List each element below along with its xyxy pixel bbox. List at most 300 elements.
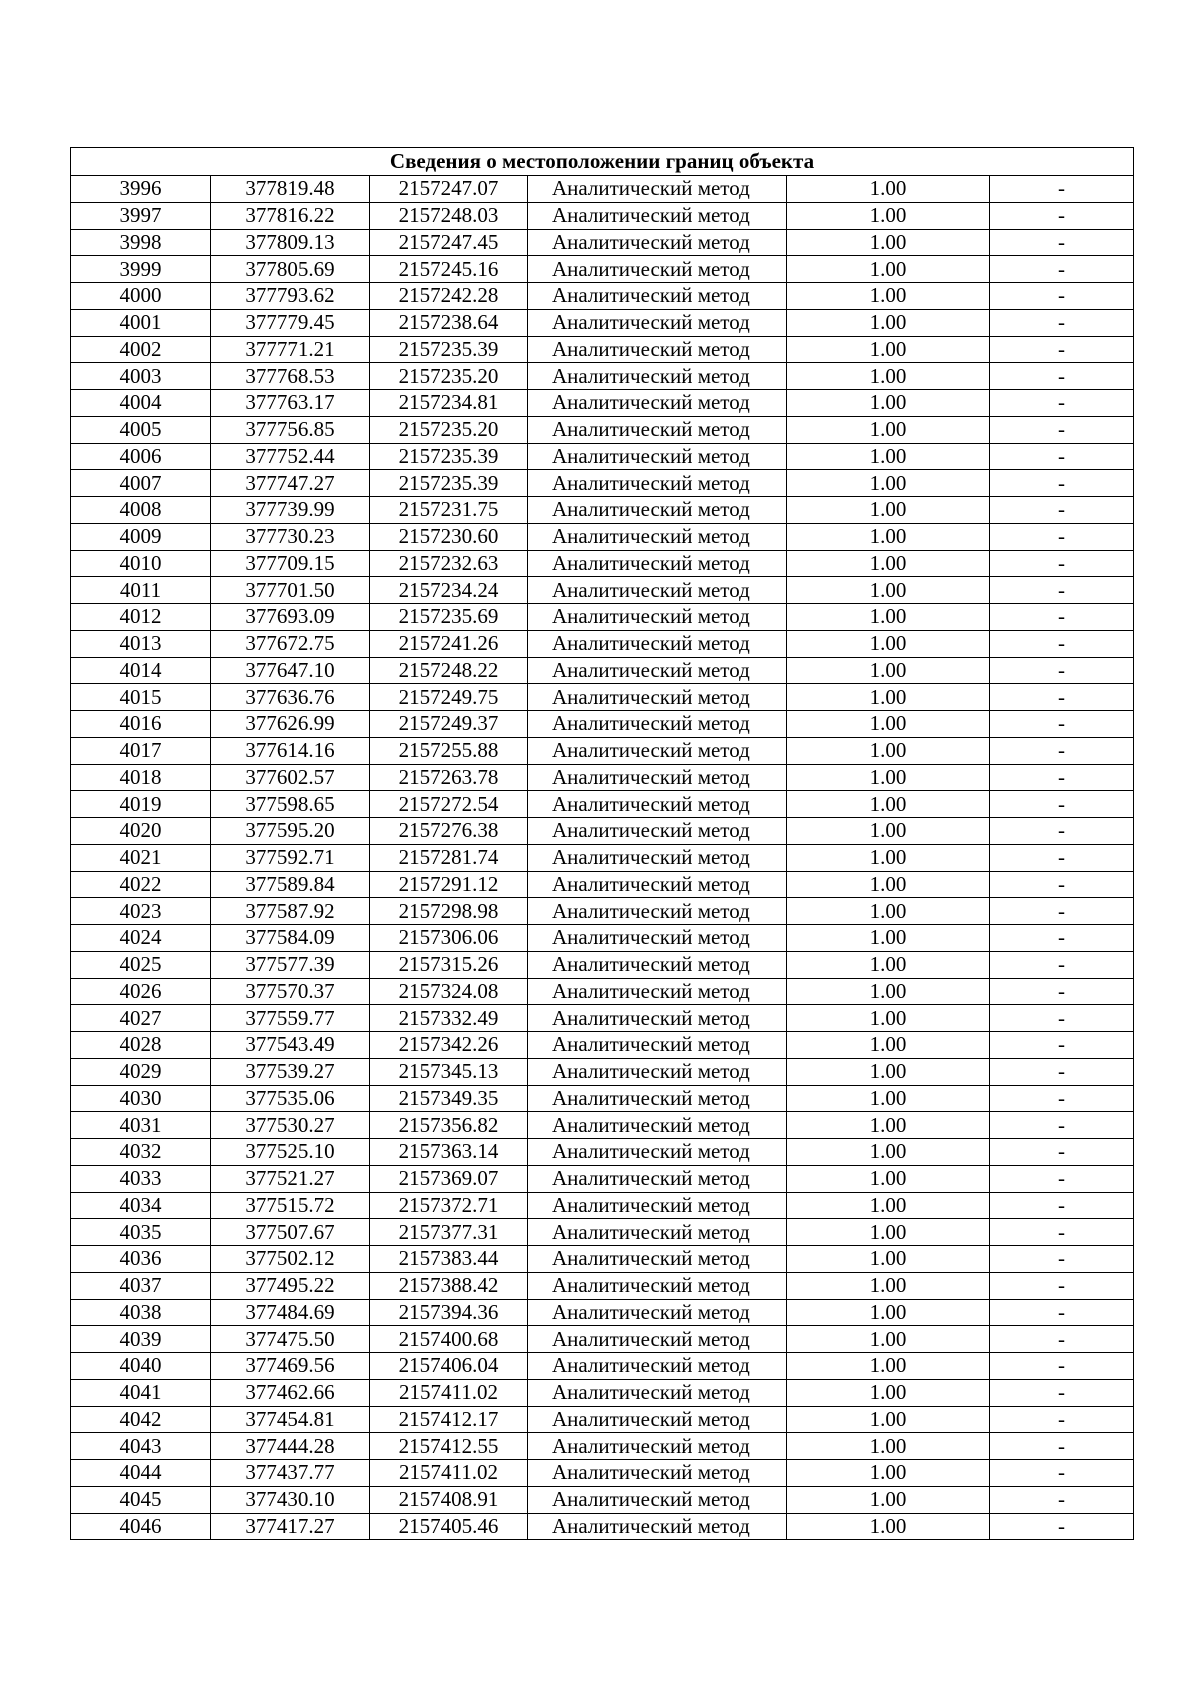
x-coordinate-cell: 377437.77 (211, 1460, 370, 1487)
point-number-cell: 3996 (71, 176, 211, 203)
point-number-cell: 4042 (71, 1406, 211, 1433)
method-cell: Аналитический метод (528, 791, 787, 818)
table-row (71, 1299, 1134, 1326)
table-row (71, 176, 1134, 203)
accuracy-cell: 1.00 (787, 1460, 990, 1487)
description-cell: - (990, 1085, 1134, 1112)
table-row (71, 336, 1134, 363)
y-coordinate-cell: 2157276.38 (370, 818, 528, 845)
description-cell: - (990, 1299, 1134, 1326)
x-coordinate-cell: 377647.10 (211, 657, 370, 684)
accuracy-cell: 1.00 (787, 711, 990, 738)
accuracy-cell: 1.00 (787, 951, 990, 978)
description-cell: - (990, 229, 1134, 256)
x-coordinate-cell: 377747.27 (211, 470, 370, 497)
point-number-cell: 4045 (71, 1486, 211, 1513)
point-number-cell: 4004 (71, 390, 211, 417)
x-coordinate-cell: 377587.92 (211, 898, 370, 925)
table-row (71, 1112, 1134, 1139)
description-cell: - (990, 497, 1134, 524)
accuracy-cell: 1.00 (787, 1513, 990, 1540)
y-coordinate-cell: 2157247.07 (370, 176, 528, 203)
boundary-coordinates-table (70, 147, 1134, 1540)
point-number-cell: 4015 (71, 684, 211, 711)
table-row (71, 202, 1134, 229)
x-coordinate-cell: 377752.44 (211, 443, 370, 470)
point-number-cell: 4033 (71, 1165, 211, 1192)
y-coordinate-cell: 2157408.91 (370, 1486, 528, 1513)
table-row (71, 443, 1134, 470)
table-row (71, 737, 1134, 764)
accuracy-cell: 1.00 (787, 1005, 990, 1032)
x-coordinate-cell: 377559.77 (211, 1005, 370, 1032)
table-row (71, 1058, 1134, 1085)
table-row (71, 1513, 1134, 1540)
table-title-row (71, 148, 1134, 176)
point-number-cell: 4025 (71, 951, 211, 978)
accuracy-cell: 1.00 (787, 1406, 990, 1433)
method-cell: Аналитический метод (528, 470, 787, 497)
accuracy-cell: 1.00 (787, 1085, 990, 1112)
point-number-cell: 4011 (71, 577, 211, 604)
description-cell: - (990, 336, 1134, 363)
method-cell: Аналитический метод (528, 1299, 787, 1326)
point-number-cell: 4016 (71, 711, 211, 738)
method-cell: Аналитический метод (528, 256, 787, 283)
x-coordinate-cell: 377430.10 (211, 1486, 370, 1513)
table-row (71, 1032, 1134, 1059)
x-coordinate-cell: 377768.53 (211, 363, 370, 390)
method-cell: Аналитический метод (528, 577, 787, 604)
point-number-cell: 4039 (71, 1326, 211, 1353)
description-cell: - (990, 1379, 1134, 1406)
x-coordinate-cell: 377771.21 (211, 336, 370, 363)
table-row (71, 283, 1134, 310)
point-number-cell: 4000 (71, 283, 211, 310)
point-number-cell: 4037 (71, 1272, 211, 1299)
method-cell: Аналитический метод (528, 711, 787, 738)
point-number-cell: 4032 (71, 1139, 211, 1166)
table-row (71, 390, 1134, 417)
point-number-cell: 4027 (71, 1005, 211, 1032)
x-coordinate-cell: 377672.75 (211, 630, 370, 657)
y-coordinate-cell: 2157234.24 (370, 577, 528, 604)
x-coordinate-cell: 377570.37 (211, 978, 370, 1005)
accuracy-cell: 1.00 (787, 256, 990, 283)
method-cell: Аналитический метод (528, 309, 787, 336)
x-coordinate-cell: 377626.99 (211, 711, 370, 738)
table-row (71, 630, 1134, 657)
description-cell: - (990, 1058, 1134, 1085)
table-row (71, 1379, 1134, 1406)
x-coordinate-cell: 377484.69 (211, 1299, 370, 1326)
x-coordinate-cell: 377502.12 (211, 1246, 370, 1273)
y-coordinate-cell: 2157306.06 (370, 925, 528, 952)
table-title: Сведения о местоположении границ объекта (71, 148, 1134, 176)
method-cell: Аналитический метод (528, 1058, 787, 1085)
x-coordinate-cell: 377530.27 (211, 1112, 370, 1139)
accuracy-cell: 1.00 (787, 309, 990, 336)
y-coordinate-cell: 2157272.54 (370, 791, 528, 818)
description-cell: - (990, 764, 1134, 791)
x-coordinate-cell: 377756.85 (211, 416, 370, 443)
point-number-cell: 4021 (71, 844, 211, 871)
point-number-cell: 4012 (71, 604, 211, 631)
y-coordinate-cell: 2157372.71 (370, 1192, 528, 1219)
description-cell: - (990, 818, 1134, 845)
y-coordinate-cell: 2157241.26 (370, 630, 528, 657)
method-cell: Аналитический метод (528, 1112, 787, 1139)
table-row (71, 256, 1134, 283)
x-coordinate-cell: 377589.84 (211, 871, 370, 898)
description-cell: - (990, 657, 1134, 684)
y-coordinate-cell: 2157400.68 (370, 1326, 528, 1353)
method-cell: Аналитический метод (528, 1219, 787, 1246)
y-coordinate-cell: 2157245.16 (370, 256, 528, 283)
x-coordinate-cell: 377543.49 (211, 1032, 370, 1059)
y-coordinate-cell: 2157281.74 (370, 844, 528, 871)
y-coordinate-cell: 2157235.20 (370, 416, 528, 443)
description-cell: - (990, 737, 1134, 764)
accuracy-cell: 1.00 (787, 871, 990, 898)
description-cell: - (990, 630, 1134, 657)
x-coordinate-cell: 377636.76 (211, 684, 370, 711)
method-cell: Аналитический метод (528, 737, 787, 764)
y-coordinate-cell: 2157315.26 (370, 951, 528, 978)
description-cell: - (990, 256, 1134, 283)
y-coordinate-cell: 2157412.55 (370, 1433, 528, 1460)
x-coordinate-cell: 377816.22 (211, 202, 370, 229)
accuracy-cell: 1.00 (787, 416, 990, 443)
point-number-cell: 4014 (71, 657, 211, 684)
point-number-cell: 4046 (71, 1513, 211, 1540)
table-row (71, 470, 1134, 497)
table-row (71, 1139, 1134, 1166)
x-coordinate-cell: 377475.50 (211, 1326, 370, 1353)
table-row (71, 764, 1134, 791)
method-cell: Аналитический метод (528, 1379, 787, 1406)
method-cell: Аналитический метод (528, 1326, 787, 1353)
description-cell: - (990, 1513, 1134, 1540)
x-coordinate-cell: 377779.45 (211, 309, 370, 336)
accuracy-cell: 1.00 (787, 1299, 990, 1326)
method-cell: Аналитический метод (528, 1460, 787, 1487)
point-number-cell: 4030 (71, 1085, 211, 1112)
method-cell: Аналитический метод (528, 497, 787, 524)
accuracy-cell: 1.00 (787, 1219, 990, 1246)
table-row (71, 1165, 1134, 1192)
point-number-cell: 4017 (71, 737, 211, 764)
table-row (71, 1272, 1134, 1299)
description-cell: - (990, 416, 1134, 443)
method-cell: Аналитический метод (528, 1192, 787, 1219)
point-number-cell: 4019 (71, 791, 211, 818)
accuracy-cell: 1.00 (787, 283, 990, 310)
method-cell: Аналитический метод (528, 1085, 787, 1112)
accuracy-cell: 1.00 (787, 577, 990, 604)
y-coordinate-cell: 2157242.28 (370, 283, 528, 310)
x-coordinate-cell: 377763.17 (211, 390, 370, 417)
description-cell: - (990, 684, 1134, 711)
method-cell: Аналитический метод (528, 1406, 787, 1433)
description-cell: - (990, 604, 1134, 631)
method-cell: Аналитический метод (528, 363, 787, 390)
y-coordinate-cell: 2157406.04 (370, 1353, 528, 1380)
point-number-cell: 4009 (71, 523, 211, 550)
point-number-cell: 4028 (71, 1032, 211, 1059)
method-cell: Аналитический метод (528, 1246, 787, 1273)
table-row (71, 844, 1134, 871)
accuracy-cell: 1.00 (787, 202, 990, 229)
table-row (71, 1005, 1134, 1032)
x-coordinate-cell: 377809.13 (211, 229, 370, 256)
method-cell: Аналитический метод (528, 202, 787, 229)
description-cell: - (990, 1272, 1134, 1299)
accuracy-cell: 1.00 (787, 684, 990, 711)
y-coordinate-cell: 2157235.39 (370, 470, 528, 497)
table-row (71, 1486, 1134, 1513)
method-cell: Аналитический метод (528, 1433, 787, 1460)
description-cell: - (990, 470, 1134, 497)
table-row (71, 925, 1134, 952)
description-cell: - (990, 523, 1134, 550)
y-coordinate-cell: 2157394.36 (370, 1299, 528, 1326)
table-row (71, 791, 1134, 818)
accuracy-cell: 1.00 (787, 764, 990, 791)
point-number-cell: 4006 (71, 443, 211, 470)
description-cell: - (990, 443, 1134, 470)
point-number-cell: 4029 (71, 1058, 211, 1085)
y-coordinate-cell: 2157369.07 (370, 1165, 528, 1192)
description-cell: - (990, 871, 1134, 898)
description-cell: - (990, 1005, 1134, 1032)
x-coordinate-cell: 377598.65 (211, 791, 370, 818)
description-cell: - (990, 283, 1134, 310)
method-cell: Аналитический метод (528, 630, 787, 657)
description-cell: - (990, 925, 1134, 952)
description-cell: - (990, 1219, 1134, 1246)
accuracy-cell: 1.00 (787, 1272, 990, 1299)
description-cell: - (990, 390, 1134, 417)
x-coordinate-cell: 377584.09 (211, 925, 370, 952)
description-cell: - (990, 176, 1134, 203)
table-row (71, 363, 1134, 390)
y-coordinate-cell: 2157231.75 (370, 497, 528, 524)
y-coordinate-cell: 2157249.75 (370, 684, 528, 711)
point-number-cell: 4036 (71, 1246, 211, 1273)
method-cell: Аналитический метод (528, 844, 787, 871)
y-coordinate-cell: 2157411.02 (370, 1460, 528, 1487)
accuracy-cell: 1.00 (787, 604, 990, 631)
description-cell: - (990, 711, 1134, 738)
method-cell: Аналитический метод (528, 443, 787, 470)
y-coordinate-cell: 2157388.42 (370, 1272, 528, 1299)
x-coordinate-cell: 377495.22 (211, 1272, 370, 1299)
point-number-cell: 4013 (71, 630, 211, 657)
method-cell: Аналитический метод (528, 818, 787, 845)
y-coordinate-cell: 2157349.35 (370, 1085, 528, 1112)
y-coordinate-cell: 2157342.26 (370, 1032, 528, 1059)
x-coordinate-cell: 377507.67 (211, 1219, 370, 1246)
y-coordinate-cell: 2157249.37 (370, 711, 528, 738)
method-cell: Аналитический метод (528, 283, 787, 310)
accuracy-cell: 1.00 (787, 1032, 990, 1059)
description-cell: - (990, 898, 1134, 925)
x-coordinate-cell: 377444.28 (211, 1433, 370, 1460)
y-coordinate-cell: 2157291.12 (370, 871, 528, 898)
accuracy-cell: 1.00 (787, 1192, 990, 1219)
method-cell: Аналитический метод (528, 523, 787, 550)
y-coordinate-cell: 2157238.64 (370, 309, 528, 336)
table-row (71, 550, 1134, 577)
table-row (71, 711, 1134, 738)
accuracy-cell: 1.00 (787, 844, 990, 871)
y-coordinate-cell: 2157324.08 (370, 978, 528, 1005)
method-cell: Аналитический метод (528, 1005, 787, 1032)
method-cell: Аналитический метод (528, 1272, 787, 1299)
point-number-cell: 3999 (71, 256, 211, 283)
y-coordinate-cell: 2157363.14 (370, 1139, 528, 1166)
point-number-cell: 4043 (71, 1433, 211, 1460)
point-number-cell: 4038 (71, 1299, 211, 1326)
table-row (71, 951, 1134, 978)
method-cell: Аналитический метод (528, 1513, 787, 1540)
x-coordinate-cell: 377602.57 (211, 764, 370, 791)
description-cell: - (990, 1326, 1134, 1353)
x-coordinate-cell: 377577.39 (211, 951, 370, 978)
x-coordinate-cell: 377730.23 (211, 523, 370, 550)
accuracy-cell: 1.00 (787, 657, 990, 684)
table-row (71, 229, 1134, 256)
description-cell: - (990, 363, 1134, 390)
method-cell: Аналитический метод (528, 550, 787, 577)
accuracy-cell: 1.00 (787, 1353, 990, 1380)
point-number-cell: 4041 (71, 1379, 211, 1406)
description-cell: - (990, 844, 1134, 871)
table-row (71, 523, 1134, 550)
description-cell: - (990, 1460, 1134, 1487)
point-number-cell: 4026 (71, 978, 211, 1005)
method-cell: Аналитический метод (528, 336, 787, 363)
y-coordinate-cell: 2157377.31 (370, 1219, 528, 1246)
description-cell: - (990, 1192, 1134, 1219)
x-coordinate-cell: 377793.62 (211, 283, 370, 310)
x-coordinate-cell: 377539.27 (211, 1058, 370, 1085)
table-row (71, 1192, 1134, 1219)
y-coordinate-cell: 2157248.22 (370, 657, 528, 684)
accuracy-cell: 1.00 (787, 1058, 990, 1085)
x-coordinate-cell: 377739.99 (211, 497, 370, 524)
description-cell: - (990, 791, 1134, 818)
accuracy-cell: 1.00 (787, 791, 990, 818)
point-number-cell: 4031 (71, 1112, 211, 1139)
accuracy-cell: 1.00 (787, 1486, 990, 1513)
table-body (71, 176, 1134, 1540)
point-number-cell: 4024 (71, 925, 211, 952)
y-coordinate-cell: 2157235.20 (370, 363, 528, 390)
accuracy-cell: 1.00 (787, 550, 990, 577)
description-cell: - (990, 1406, 1134, 1433)
y-coordinate-cell: 2157248.03 (370, 202, 528, 229)
table-row (71, 1085, 1134, 1112)
point-number-cell: 4040 (71, 1353, 211, 1380)
point-number-cell: 4008 (71, 497, 211, 524)
table-row (71, 1246, 1134, 1273)
y-coordinate-cell: 2157263.78 (370, 764, 528, 791)
y-coordinate-cell: 2157383.44 (370, 1246, 528, 1273)
y-coordinate-cell: 2157332.49 (370, 1005, 528, 1032)
table-row (71, 1460, 1134, 1487)
table-row (71, 818, 1134, 845)
description-cell: - (990, 1433, 1134, 1460)
point-number-cell: 4023 (71, 898, 211, 925)
description-cell: - (990, 1139, 1134, 1166)
y-coordinate-cell: 2157411.02 (370, 1379, 528, 1406)
table-row (71, 577, 1134, 604)
accuracy-cell: 1.00 (787, 978, 990, 1005)
description-cell: - (990, 1112, 1134, 1139)
method-cell: Аналитический метод (528, 390, 787, 417)
x-coordinate-cell: 377701.50 (211, 577, 370, 604)
point-number-cell: 4044 (71, 1460, 211, 1487)
table-row (71, 416, 1134, 443)
point-number-cell: 4018 (71, 764, 211, 791)
table-row (71, 871, 1134, 898)
method-cell: Аналитический метод (528, 657, 787, 684)
y-coordinate-cell: 2157232.63 (370, 550, 528, 577)
x-coordinate-cell: 377693.09 (211, 604, 370, 631)
table-row (71, 497, 1134, 524)
table-row (71, 978, 1134, 1005)
method-cell: Аналитический метод (528, 978, 787, 1005)
description-cell: - (990, 202, 1134, 229)
description-cell: - (990, 1032, 1134, 1059)
accuracy-cell: 1.00 (787, 470, 990, 497)
description-cell: - (990, 951, 1134, 978)
accuracy-cell: 1.00 (787, 336, 990, 363)
y-coordinate-cell: 2157412.17 (370, 1406, 528, 1433)
point-number-cell: 4035 (71, 1219, 211, 1246)
description-cell: - (990, 1165, 1134, 1192)
method-cell: Аналитический метод (528, 925, 787, 952)
accuracy-cell: 1.00 (787, 176, 990, 203)
method-cell: Аналитический метод (528, 416, 787, 443)
point-number-cell: 3998 (71, 229, 211, 256)
point-number-cell: 4020 (71, 818, 211, 845)
method-cell: Аналитический метод (528, 1486, 787, 1513)
x-coordinate-cell: 377417.27 (211, 1513, 370, 1540)
table-row (71, 1433, 1134, 1460)
y-coordinate-cell: 2157405.46 (370, 1513, 528, 1540)
y-coordinate-cell: 2157230.60 (370, 523, 528, 550)
x-coordinate-cell: 377521.27 (211, 1165, 370, 1192)
accuracy-cell: 1.00 (787, 898, 990, 925)
x-coordinate-cell: 377614.16 (211, 737, 370, 764)
accuracy-cell: 1.00 (787, 630, 990, 657)
method-cell: Аналитический метод (528, 1139, 787, 1166)
accuracy-cell: 1.00 (787, 523, 990, 550)
y-coordinate-cell: 2157235.39 (370, 336, 528, 363)
y-coordinate-cell: 2157235.69 (370, 604, 528, 631)
y-coordinate-cell: 2157345.13 (370, 1058, 528, 1085)
point-number-cell: 4010 (71, 550, 211, 577)
x-coordinate-cell: 377592.71 (211, 844, 370, 871)
x-coordinate-cell: 377709.15 (211, 550, 370, 577)
description-cell: - (990, 1246, 1134, 1273)
description-cell: - (990, 577, 1134, 604)
accuracy-cell: 1.00 (787, 497, 990, 524)
accuracy-cell: 1.00 (787, 229, 990, 256)
